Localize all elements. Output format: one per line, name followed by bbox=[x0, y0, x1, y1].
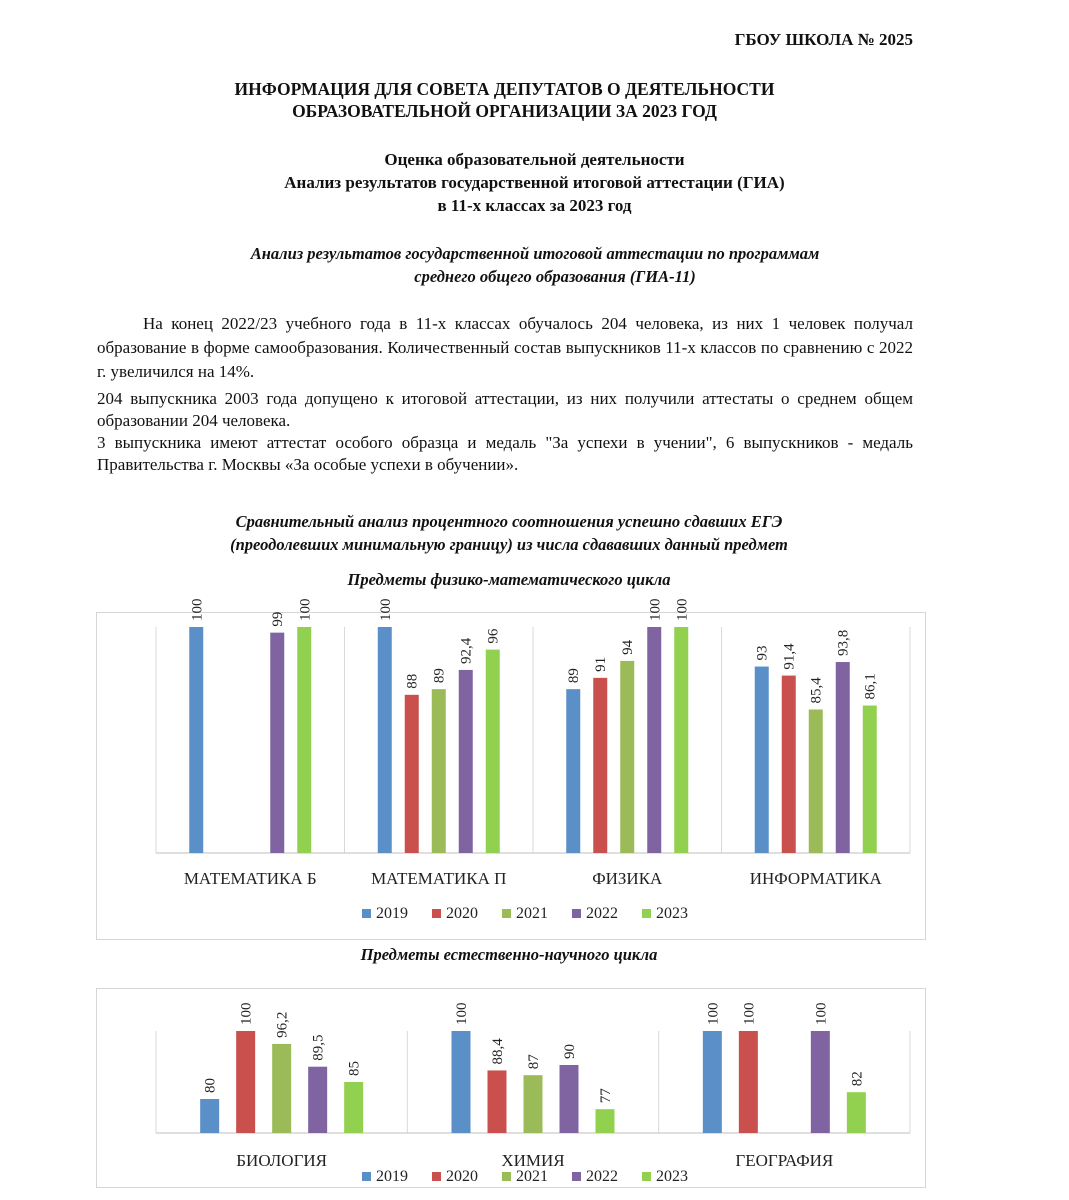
chart1-bar-2019-физика bbox=[566, 689, 580, 853]
chart1-bar-2023-физика bbox=[674, 627, 688, 853]
chart2-bar-2023-география bbox=[847, 1092, 866, 1133]
paragraph-medals: 3 выпускника имеют аттестат особого образца и медаль "За успехи в учении", 6 выпускников - медаль Правительства г. Москвы «За особые успехи в обучении». bbox=[97, 433, 913, 474]
chart1-legend-swatch-2023 bbox=[642, 909, 651, 918]
chart1-bar-2023-математика-б bbox=[297, 627, 311, 853]
chart1-category-label: МАТЕМАТИКА Б bbox=[183, 869, 317, 888]
chart1-bar-2022-математика-б bbox=[270, 633, 284, 853]
chart1-legend-swatch-2019 bbox=[362, 909, 371, 918]
chart1-data-label: 96 bbox=[485, 628, 502, 644]
chart1-bar-2019-математика-б bbox=[189, 627, 203, 853]
chart2-data-label: 90 bbox=[562, 1044, 578, 1059]
chart2-data-label: 100 bbox=[454, 1002, 470, 1025]
chart1-bar-2022-математика-п bbox=[459, 670, 473, 853]
chart1-data-label: 89 bbox=[566, 668, 583, 684]
chart1-legend-label-2020: 2020 bbox=[446, 905, 478, 922]
chart2-data-label: 100 bbox=[813, 1002, 830, 1025]
chart2-category-label: ХИМИЯ bbox=[501, 1151, 565, 1170]
chart2-legend-label-2022: 2022 bbox=[586, 1168, 618, 1185]
chart2-data-label: 100 bbox=[705, 1002, 722, 1025]
gia-heading-line-2: среднего общего образования (ГИА-11) bbox=[414, 267, 696, 286]
chart2-legend-swatch-2022 bbox=[572, 1172, 581, 1181]
chart2-legend-swatch-2020 bbox=[432, 1172, 441, 1181]
chart1-bar-2021-информатика bbox=[809, 709, 823, 853]
chart2-legend-label-2023: 2023 bbox=[656, 1168, 688, 1185]
paragraph-admitted: 204 выпускника 2003 года допущено к итоговой аттестации, из них получили аттестаты о среднем общем образовании 204 человека. bbox=[97, 389, 913, 430]
chart1-data-label: 91 bbox=[593, 656, 610, 672]
chart1-legend-label-2022: 2022 bbox=[586, 905, 618, 922]
chart1-data-label: 100 bbox=[647, 598, 664, 621]
chart2-bar-2021-биология bbox=[272, 1044, 291, 1133]
chart1-legend-label-2021: 2021 bbox=[516, 905, 548, 922]
gia-heading bbox=[120, 242, 950, 288]
chart1-data-label: 100 bbox=[377, 598, 394, 621]
chart1-bar-2020-физика bbox=[593, 678, 607, 853]
chart2-bar-2019-биология bbox=[200, 1099, 219, 1133]
chart1-legend-swatch-2021 bbox=[502, 909, 511, 918]
chart1-data-label: 91,4 bbox=[781, 643, 798, 670]
chart2-legend-swatch-2021 bbox=[502, 1172, 511, 1181]
chart2-bar-2019-химия bbox=[452, 1031, 471, 1133]
chart2-bar-2021-химия bbox=[524, 1075, 543, 1133]
chart1-data-label: 89 bbox=[431, 668, 448, 684]
chart1-category-label: ИНФОРМАТИКА bbox=[749, 869, 882, 888]
chart1-category-label: МАТЕМАТИКА П bbox=[371, 869, 507, 888]
body-text bbox=[97, 312, 913, 476]
chart2-legend bbox=[362, 1168, 688, 1185]
chart1-legend-swatch-2020 bbox=[432, 909, 441, 918]
chart1-bar-2021-физика bbox=[620, 661, 634, 853]
chart2-legend-swatch-2019 bbox=[362, 1172, 371, 1181]
chart2-legend-swatch-2023 bbox=[642, 1172, 651, 1181]
chart2-legend-label-2021: 2021 bbox=[516, 1168, 548, 1185]
chart1-bar-2023-информатика bbox=[863, 706, 877, 853]
chart2-svg bbox=[97, 989, 925, 1187]
chart1-data-label: 85,4 bbox=[808, 677, 825, 704]
chart2-legend-label-2019: 2019 bbox=[376, 1168, 408, 1185]
chart1-data-label: 93,8 bbox=[835, 629, 852, 657]
comparison-heading-line-1: Сравнительный анализ процентного соотношения успешно сдавших ЕГЭ bbox=[235, 512, 783, 531]
comparison-heading-line-2: (преодолевших минимальную границу) из числа сдававших данный предмет bbox=[230, 535, 788, 554]
chart1-svg bbox=[97, 598, 925, 939]
section-subtitle bbox=[0, 148, 1069, 217]
chart1-bar-2020-математика-п bbox=[405, 695, 419, 853]
document-title bbox=[0, 78, 1009, 122]
chart1-data-label: 86,1 bbox=[862, 673, 879, 700]
chart2-data-label: 77 bbox=[598, 1088, 614, 1104]
chart2-category-label: ГЕОГРАФИЯ bbox=[735, 1151, 834, 1170]
chart2-data-label: 89,5 bbox=[310, 1034, 327, 1061]
chart1-legend-label-2023: 2023 bbox=[656, 905, 688, 922]
chart1-data-label: 100 bbox=[674, 598, 691, 621]
chart1-bar-2019-информатика bbox=[755, 667, 769, 853]
title-line-2: ОБРАЗОВАТЕЛЬНОЙ ОРГАНИЗАЦИИ ЗА 2023 ГОД bbox=[292, 101, 717, 121]
subtitle-line-2: Анализ результатов государственной итоговой аттестации (ГИА) bbox=[284, 173, 785, 192]
chart1-bar-2023-математика-п bbox=[486, 650, 500, 853]
gia-heading-line-1: Анализ результатов государственной итоговой аттестации по программам bbox=[250, 244, 820, 263]
chart2-bar-2022-география bbox=[811, 1031, 830, 1133]
chart2-title: Предметы естественно-научного цикла bbox=[360, 945, 658, 964]
chart-natural-science bbox=[96, 988, 926, 1188]
chart1-category-label: ФИЗИКА bbox=[592, 869, 663, 888]
chart2-data-label: 100 bbox=[238, 1002, 255, 1025]
chart1-bar-2022-физика bbox=[647, 627, 661, 853]
chart2-bar-2022-биология bbox=[308, 1067, 327, 1133]
subtitle-line-1: Оценка образовательной деятельности bbox=[384, 150, 685, 169]
chart2-legend-label-2020: 2020 bbox=[446, 1168, 478, 1185]
chart1-legend-swatch-2022 bbox=[572, 909, 581, 918]
chart2-bar-2023-химия bbox=[596, 1109, 615, 1133]
chart2-bar-2020-биология bbox=[236, 1031, 255, 1133]
chart2-data-label: 82 bbox=[849, 1071, 866, 1087]
chart2-bar-2019-география bbox=[703, 1031, 722, 1133]
school-name: ГБОУ ШКОЛА № 2025 bbox=[734, 30, 913, 49]
chart1-data-label: 92,4 bbox=[458, 637, 475, 664]
chart1-data-label: 94 bbox=[620, 639, 637, 655]
paragraph-enrollment: На конец 2022/23 учебного года в 11-х классах обучалось 204 человека, из них 1 человек получал образование в форме самообразования. Количественный состав выпускников 11-х классов по сравнению с 2022 г. увеличился на 14%. bbox=[97, 314, 913, 381]
chart2-data-label: 87 bbox=[526, 1054, 542, 1070]
chart-physics-math bbox=[96, 598, 926, 940]
chart1-legend bbox=[362, 905, 688, 922]
chart1-bar-2022-информатика bbox=[836, 662, 850, 853]
chart2-category-label: БИОЛОГИЯ bbox=[236, 1151, 328, 1170]
chart2-data-label: 100 bbox=[741, 1002, 758, 1025]
chart2-bar-2020-химия bbox=[488, 1070, 507, 1133]
chart2-bar-2022-химия bbox=[560, 1065, 579, 1133]
chart2-bar-2023-биология bbox=[344, 1082, 363, 1133]
chart2-data-label: 85 bbox=[346, 1061, 363, 1076]
chart2-data-label: 80 bbox=[202, 1078, 219, 1093]
chart1-data-label: 88 bbox=[404, 673, 421, 689]
comparison-heading bbox=[100, 510, 918, 556]
chart1-data-label: 99 bbox=[270, 611, 287, 627]
chart1-legend-label-2019: 2019 bbox=[376, 905, 408, 922]
chart1-bar-2020-информатика bbox=[782, 676, 796, 853]
chart2-data-label: 88,4 bbox=[490, 1038, 506, 1065]
chart2-data-label: 96,2 bbox=[274, 1011, 291, 1038]
chart1-data-label: 93 bbox=[754, 645, 771, 661]
chart1-data-label: 100 bbox=[189, 598, 206, 621]
chart1-bar-2019-математика-п bbox=[378, 627, 392, 853]
subtitle-line-3: в 11-х классах за 2023 год bbox=[437, 196, 632, 215]
chart1-bar-2021-математика-п bbox=[432, 689, 446, 853]
title-line-1: ИНФОРМАЦИЯ ДЛЯ СОВЕТА ДЕПУТАТОВ О ДЕЯТЕЛЬНОСТИ bbox=[234, 79, 775, 99]
chart1-data-label: 100 bbox=[297, 598, 314, 621]
chart2-bar-2020-география bbox=[739, 1031, 758, 1133]
chart1-title: Предметы физико-математического цикла bbox=[347, 570, 671, 589]
